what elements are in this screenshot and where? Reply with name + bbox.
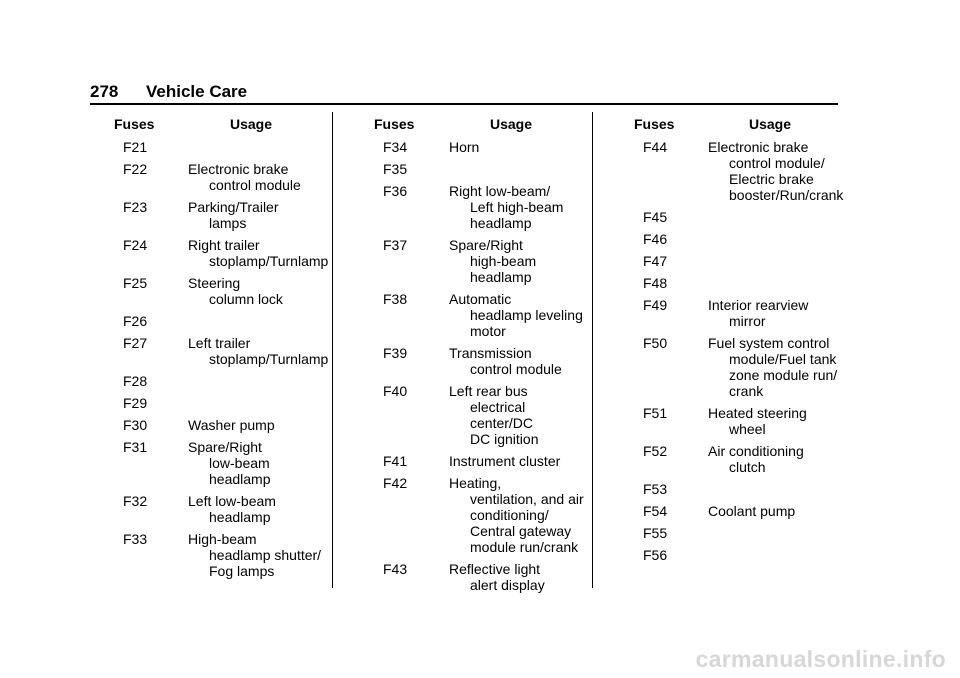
usage-line: Right low-beam/: [449, 183, 551, 199]
usage-line: headlamp: [209, 509, 271, 525]
fuse-id: F43: [383, 561, 408, 577]
usage-line: Transmission: [449, 345, 532, 361]
usage-line: mirror: [729, 313, 766, 329]
usage-line: DC ignition: [470, 431, 539, 447]
usage-line: control module/: [729, 155, 825, 171]
fuse-id: F41: [383, 453, 408, 469]
fuse-id: F56: [643, 547, 668, 563]
usage-line: Horn: [449, 139, 480, 155]
usage-line: Instrument cluster: [449, 453, 561, 469]
fuse-usage: [708, 503, 850, 519]
fuse-id: F37: [383, 237, 408, 253]
usage-line: Electronic brake: [188, 161, 289, 177]
page-header: [90, 82, 247, 102]
fuse-id: F27: [123, 335, 148, 351]
usage-line: headlamp leveling: [470, 307, 583, 323]
usage-line: low-beam: [209, 455, 270, 471]
usage-line: electrical center/DC: [470, 399, 534, 431]
usage-line: Fog lamps: [209, 563, 275, 579]
fuse-id: F55: [643, 525, 668, 541]
usage-line: Heated steering: [708, 405, 807, 421]
table-header: [0, 116, 850, 134]
usage-line: wheel: [729, 421, 766, 437]
fuse-usage: [708, 405, 850, 437]
usage-line: Air conditioning: [708, 443, 804, 459]
table-row: [0, 481, 850, 497]
usage-line: module run/crank: [470, 539, 579, 555]
fuse-id: F42: [383, 475, 408, 491]
fuse-id: F23: [123, 199, 148, 215]
usage-empty: [708, 231, 850, 247]
fuse-id: F51: [643, 405, 668, 421]
fuse-usage: [708, 231, 850, 247]
table-row: [0, 253, 850, 269]
fuse-table-column-3: [0, 116, 850, 569]
fuse-usage: [708, 253, 850, 269]
fuse-id: F32: [123, 493, 148, 509]
fuse-id: F28: [123, 373, 148, 389]
usage-line: zone module run/: [729, 367, 838, 383]
fuse-id: F50: [643, 335, 668, 351]
fuse-id: F39: [383, 345, 408, 361]
usage-line: conditioning/: [470, 507, 549, 523]
table-row: [0, 231, 850, 247]
usage-empty: [708, 253, 850, 269]
usage-line: Left high-beam: [470, 199, 564, 215]
header-rule: [90, 103, 838, 105]
table-row: [0, 139, 850, 203]
usage-line: headlamp shutter/: [209, 547, 322, 563]
usage-empty: [708, 525, 850, 541]
fuse-id: F35: [383, 161, 408, 177]
fuse-id: F26: [123, 313, 148, 329]
usage-empty: [708, 275, 850, 291]
usage-line: Parking/Trailer: [188, 199, 279, 215]
fuse-id: F31: [123, 439, 148, 455]
usage-line: high-beam: [470, 253, 537, 269]
section-title: Vehicle Care: [146, 82, 248, 101]
usage-line: Coolant pump: [708, 503, 796, 519]
usage-line: Spare/Right: [449, 237, 523, 253]
page-number: 278: [90, 82, 119, 101]
header-fuses: Fuses: [114, 116, 155, 132]
usage-line: control module: [470, 361, 562, 377]
usage-empty: [708, 547, 850, 563]
fuse-id: F49: [643, 297, 668, 313]
table-row: [0, 335, 850, 399]
table-row: [0, 503, 850, 519]
fuse-usage: [708, 275, 850, 291]
usage-line: motor: [470, 323, 506, 339]
fuse-usage: [708, 139, 850, 203]
usage-line: lamps: [209, 215, 247, 231]
usage-line: headlamp: [209, 471, 271, 487]
usage-line: Right trailer: [188, 237, 260, 253]
usage-line: Automatic: [449, 291, 512, 307]
usage-line: Left low-beam: [188, 493, 276, 509]
usage-line: booster/Run/crank: [729, 187, 844, 203]
fuse-id: F46: [643, 231, 668, 247]
usage-line: clutch: [729, 459, 766, 475]
table-row: [0, 275, 850, 291]
usage-line: Washer pump: [188, 417, 275, 433]
usage-line: Reflective light: [449, 561, 541, 577]
fuse-id: F29: [123, 395, 148, 411]
usage-line: module/Fuel tank: [729, 351, 837, 367]
fuse-usage: [708, 547, 850, 563]
table-row: [0, 209, 850, 225]
fuse-id: F22: [123, 161, 148, 177]
fuse-id: F54: [643, 503, 668, 519]
fuse-id: F52: [643, 443, 668, 459]
header-usage: Usage: [230, 116, 273, 132]
usage-line: ventilation, and air: [470, 491, 584, 507]
usage-line: Electronic brake: [708, 139, 809, 155]
usage-line: stoplamp/Turnlamp: [209, 253, 329, 269]
usage-line: Left trailer: [188, 335, 251, 351]
fuse-id: F34: [383, 139, 408, 155]
fuse-id: F47: [643, 253, 668, 269]
fuse-id: F21: [123, 139, 148, 155]
fuse-usage: [708, 525, 850, 541]
fuse-id: F36: [383, 183, 408, 199]
table-row: [0, 443, 850, 475]
usage-line: Electric brake: [729, 171, 814, 187]
table-row: [0, 297, 850, 329]
header-usage: Usage: [490, 116, 533, 132]
watermark: carmanualsonline.info: [695, 646, 946, 672]
fuse-id: F24: [123, 237, 148, 253]
usage-line: crank: [729, 383, 764, 399]
usage-line: headlamp: [470, 269, 532, 285]
usage-line: Fuel system control: [708, 335, 830, 351]
table-row: [0, 547, 850, 563]
usage-line: headlamp: [470, 215, 532, 231]
usage-line: Left rear bus: [449, 383, 528, 399]
fuse-usage: [708, 443, 850, 475]
usage-line: control module: [209, 177, 301, 193]
usage-empty: [708, 209, 850, 225]
fuse-id: F33: [123, 531, 148, 547]
fuse-id: F40: [383, 383, 408, 399]
fuse-id: F45: [643, 209, 668, 225]
header-fuses: Fuses: [374, 116, 415, 132]
usage-empty: [708, 481, 850, 497]
fuse-id: F38: [383, 291, 408, 307]
header-fuses: Fuses: [634, 116, 675, 132]
table-row: [0, 405, 850, 437]
usage-line: Spare/Right: [188, 439, 262, 455]
usage-line: stoplamp/Turnlamp: [209, 351, 329, 367]
fuse-id: F25: [123, 275, 148, 291]
fuse-id: F30: [123, 417, 148, 433]
fuse-id: F53: [643, 481, 668, 497]
fuse-usage: [708, 297, 850, 329]
fuse-id: F48: [643, 275, 668, 291]
fuse-usage: [708, 209, 850, 225]
usage-line: alert display: [470, 577, 545, 593]
usage-line: Central gateway: [470, 523, 572, 539]
header-usage: Usage: [749, 116, 792, 132]
table-row: [0, 525, 850, 541]
fuse-id: F44: [643, 139, 668, 155]
usage-line: Interior rearview: [708, 297, 809, 313]
usage-line: Heating,: [449, 475, 502, 491]
usage-line: High-beam: [188, 531, 257, 547]
fuse-usage: [708, 481, 850, 497]
usage-line: Steering: [188, 275, 241, 291]
usage-line: column lock: [209, 291, 283, 307]
fuse-usage: [708, 335, 850, 399]
